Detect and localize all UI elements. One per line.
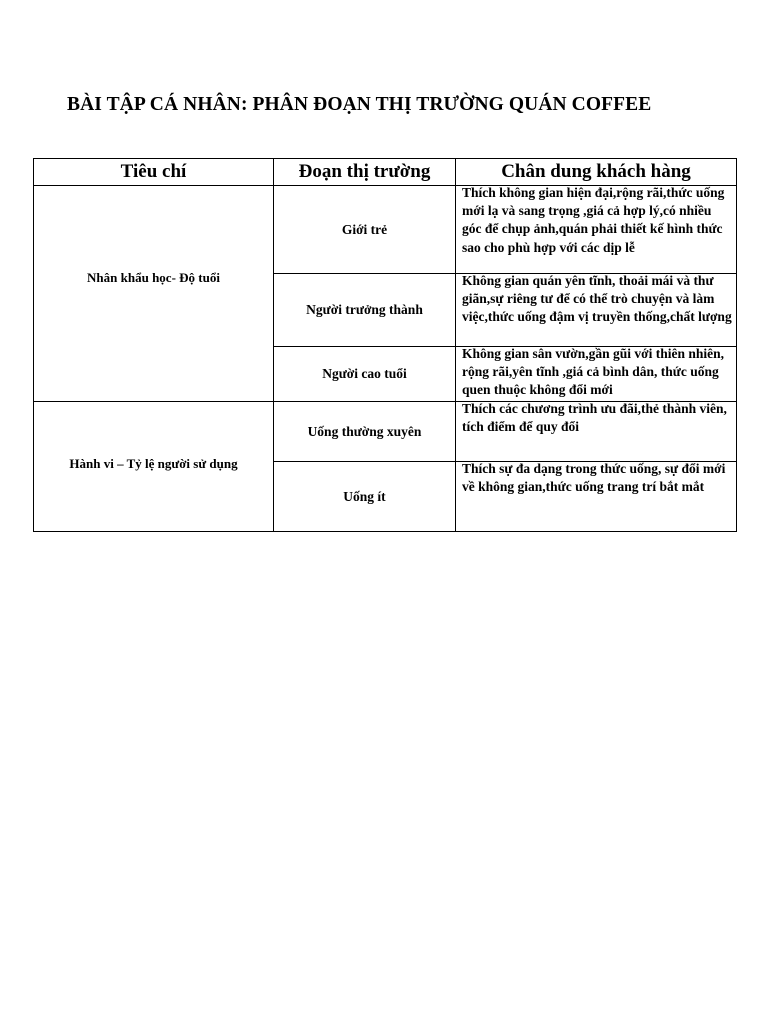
criterion-cell [34, 186, 274, 402]
portrait-cell [456, 274, 737, 347]
header-criterion: Tiêu chí [34, 159, 274, 186]
portrait-cell [456, 347, 737, 402]
portrait-cell [456, 402, 737, 462]
segment-cell: Uống ít [274, 462, 456, 532]
portrait-cell [456, 186, 737, 274]
portrait-text: Thích các chương trình ưu đãi,thẻ thành viên, tích điểm để quy đổi [462, 401, 727, 435]
table-row [34, 402, 737, 462]
criterion-label: Nhân khẩu học- Độ tuổi [87, 269, 220, 285]
criterion-label: Hành vi – Tỷ lệ người sử dụng [69, 455, 238, 471]
portrait-text: Không gian sân vườn,gần gũi với thiên nhiên, rộng rãi,yên tĩnh ,giá cả bình dân, thức uống quen thuộc không đổi mới [462, 346, 725, 398]
header-segment: Đoạn thị trường [274, 159, 456, 186]
portrait-text: Không gian quán yên tĩnh, thoải mái và thư giãn,sự riêng tư để có thể trò chuyện và làm việc,thức uống đậm vị truyền thống,chất lượng [462, 273, 732, 325]
segment-cell: Giới trẻ [274, 186, 456, 274]
portrait-cell [456, 462, 737, 532]
table-header-row [34, 159, 737, 186]
segment-cell: Uống thường xuyên [274, 402, 456, 462]
portrait-text: Thích sự đa dạng trong thức uống, sự đổi mới về không gian,thức uống trang trí bắt mắt [462, 461, 726, 495]
table-row [34, 186, 737, 274]
document-title: BÀI TẬP CÁ NHÂN: PHÂN ĐOẠN THỊ TRƯỜNG QUÁN COFFEE [67, 94, 652, 115]
segment-cell: Người trưởng thành [274, 274, 456, 347]
segmentation-table [33, 158, 737, 532]
header-customer-portrait: Chân dung khách hàng [456, 159, 737, 186]
criterion-cell [34, 402, 274, 532]
segment-cell: Người cao tuổi [274, 347, 456, 402]
portrait-text: Thích không gian hiện đại,rộng rãi,thức uống mới lạ và sang trọng ,giá cả hợp lý,có nhiều góc để chụp ảnh,quán phải thiết kế hình thức sao cho phù hợp với các dịp lễ [462, 185, 725, 255]
